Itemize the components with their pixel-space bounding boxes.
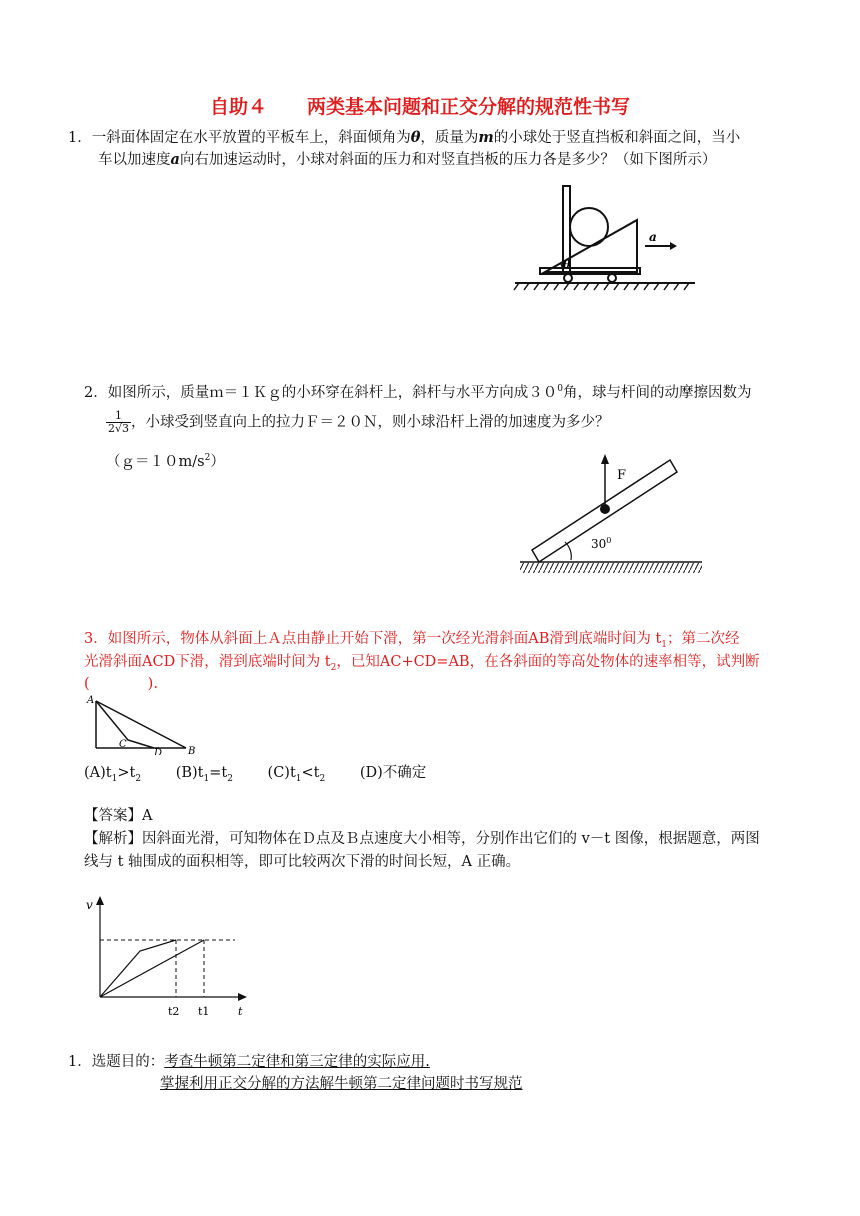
page-title: [210, 92, 630, 119]
option-B: $(B)t_1=t_2$: [175, 765, 233, 784]
q2-line2: [106, 410, 610, 435]
q2-g-sup: 2: [204, 453, 211, 463]
ground-hatch: [520, 563, 702, 573]
fraction-denominator: 2√3: [108, 422, 130, 435]
line-ACD: [100, 940, 176, 997]
q2-text-a: 如图所示，质量ｍ＝１Ｋｇ的小环穿在斜杆上，斜杆与水平方向成３０: [107, 384, 558, 401]
q3-options: [84, 762, 456, 790]
q3-sub-2: 2: [330, 662, 337, 673]
q3-text-d: ，已知AC+CD=AB，在各斜面的等高处物体的速率相等，试判断: [336, 654, 760, 670]
q3-text-b: ；第二次经: [667, 631, 740, 647]
q1-a: a: [170, 151, 180, 168]
q1-text-c: 的小球处于竖直挡板和斜面之间，当小: [493, 130, 741, 146]
option-C: $(C)t_1<t_2$: [267, 765, 326, 784]
q3-figure: [84, 693, 209, 755]
q3-line3: [84, 673, 158, 695]
wheel-left: [564, 274, 572, 282]
q1-text-b: ，质量为: [420, 130, 479, 146]
q2-g-text: （ｇ＝１０m/s: [106, 453, 205, 470]
t2-label: t2: [168, 1005, 180, 1018]
option-D: (D)不确定: [359, 765, 427, 781]
q3-text-a: 3．如图所示，物体从斜面上Ａ点由静止开始下滑，第一次经光滑斜面AB滑到底端时间为 t: [84, 631, 662, 647]
force-label: F: [617, 468, 627, 483]
vt-graph: [80, 893, 265, 1023]
q2-line1: [84, 378, 751, 404]
point-A: A: [87, 695, 95, 706]
v-label: v: [86, 898, 93, 912]
wheel-right: [608, 274, 616, 282]
q1-figure: [505, 180, 705, 300]
point-B: B: [188, 746, 196, 755]
goal-text-1: 考查牛顿第二定律和第三定律的实际应用.: [164, 1054, 430, 1070]
q3-line2: [84, 651, 760, 679]
goal-prefix: 1．选题目的：: [68, 1054, 165, 1070]
point-D: D: [154, 748, 163, 755]
theta-label: θ: [563, 258, 571, 271]
q3-sub-1: 1: [661, 639, 668, 650]
slope-AB: [96, 701, 186, 748]
t-axis-arrow: [238, 993, 247, 1001]
line-AB: [100, 940, 204, 997]
q2-number: 2．: [84, 384, 108, 401]
point-C: C: [119, 739, 127, 750]
goal-text-2: 掌握利用正交分解的方法解牛顿第二定律问题时书写规范: [160, 1076, 523, 1092]
q2-text-c: ，小球受到竖直向上的拉力Ｆ＝２０Ｎ，则小球沿杆上滑的加速度为多少？: [131, 414, 610, 431]
goal-line1: [68, 1051, 430, 1073]
q2-figure: [515, 450, 715, 580]
q1-text-d: 车以加速度: [98, 152, 171, 168]
analysis-line2: 线与 t 轴围成的面积相等，即可比较两次下滑的时间长短，A 正确。: [84, 854, 521, 870]
q1-line1: [68, 127, 740, 149]
q2-line3: [106, 447, 225, 473]
force-arrow-head: [601, 454, 609, 464]
accel-label: a: [649, 230, 657, 244]
q1-text-a: 一斜面体固定在水平放置的平板车上，斜面倾角为: [91, 130, 411, 146]
q3-text-c: 光滑斜面ACD下滑，滑到底端时间为 t: [84, 654, 331, 670]
fraction-numerator: 1: [106, 410, 131, 423]
title-main: 两类基本问题和正交分解的规范性书写: [307, 96, 631, 118]
title-prefix: 自助４: [210, 96, 268, 118]
q1-theta: θ: [410, 129, 421, 146]
q2-degree: 0: [557, 384, 563, 394]
goal-line2: [160, 1073, 523, 1095]
ground-hatch: [514, 283, 689, 290]
q1-number: 1．: [68, 130, 92, 146]
answer: 【答案】A: [84, 808, 153, 824]
t1-label: t1: [198, 1005, 210, 1018]
analysis-line1: 【解析】因斜面光滑，可知物体在Ｄ点及Ｂ点速度大小相等，分别作出它们的 v－t 图像，根据题意，两图: [84, 831, 760, 847]
t-label: t: [238, 1005, 243, 1018]
q1-line2: [98, 149, 716, 171]
q2-g-end: ）: [210, 453, 225, 470]
v-axis-arrow: [96, 896, 104, 905]
mu-fraction: [106, 410, 131, 435]
ring: [600, 504, 610, 514]
q1-text-e: 向右加速运动时，小球对斜面的压力和对竖直挡板的压力各是多少？（如下图所示）: [179, 152, 717, 168]
q2-text-b: 角，球与杆间的动摩擦因数为: [562, 384, 752, 401]
q1-m: m: [478, 129, 494, 146]
angle-label: $30^0$: [591, 536, 612, 551]
option-A: $(A)t_1>t_2$: [84, 765, 142, 784]
q3-blank: ( ).: [84, 676, 158, 692]
ball: [570, 208, 608, 246]
accel-arrow-head: [670, 242, 677, 250]
